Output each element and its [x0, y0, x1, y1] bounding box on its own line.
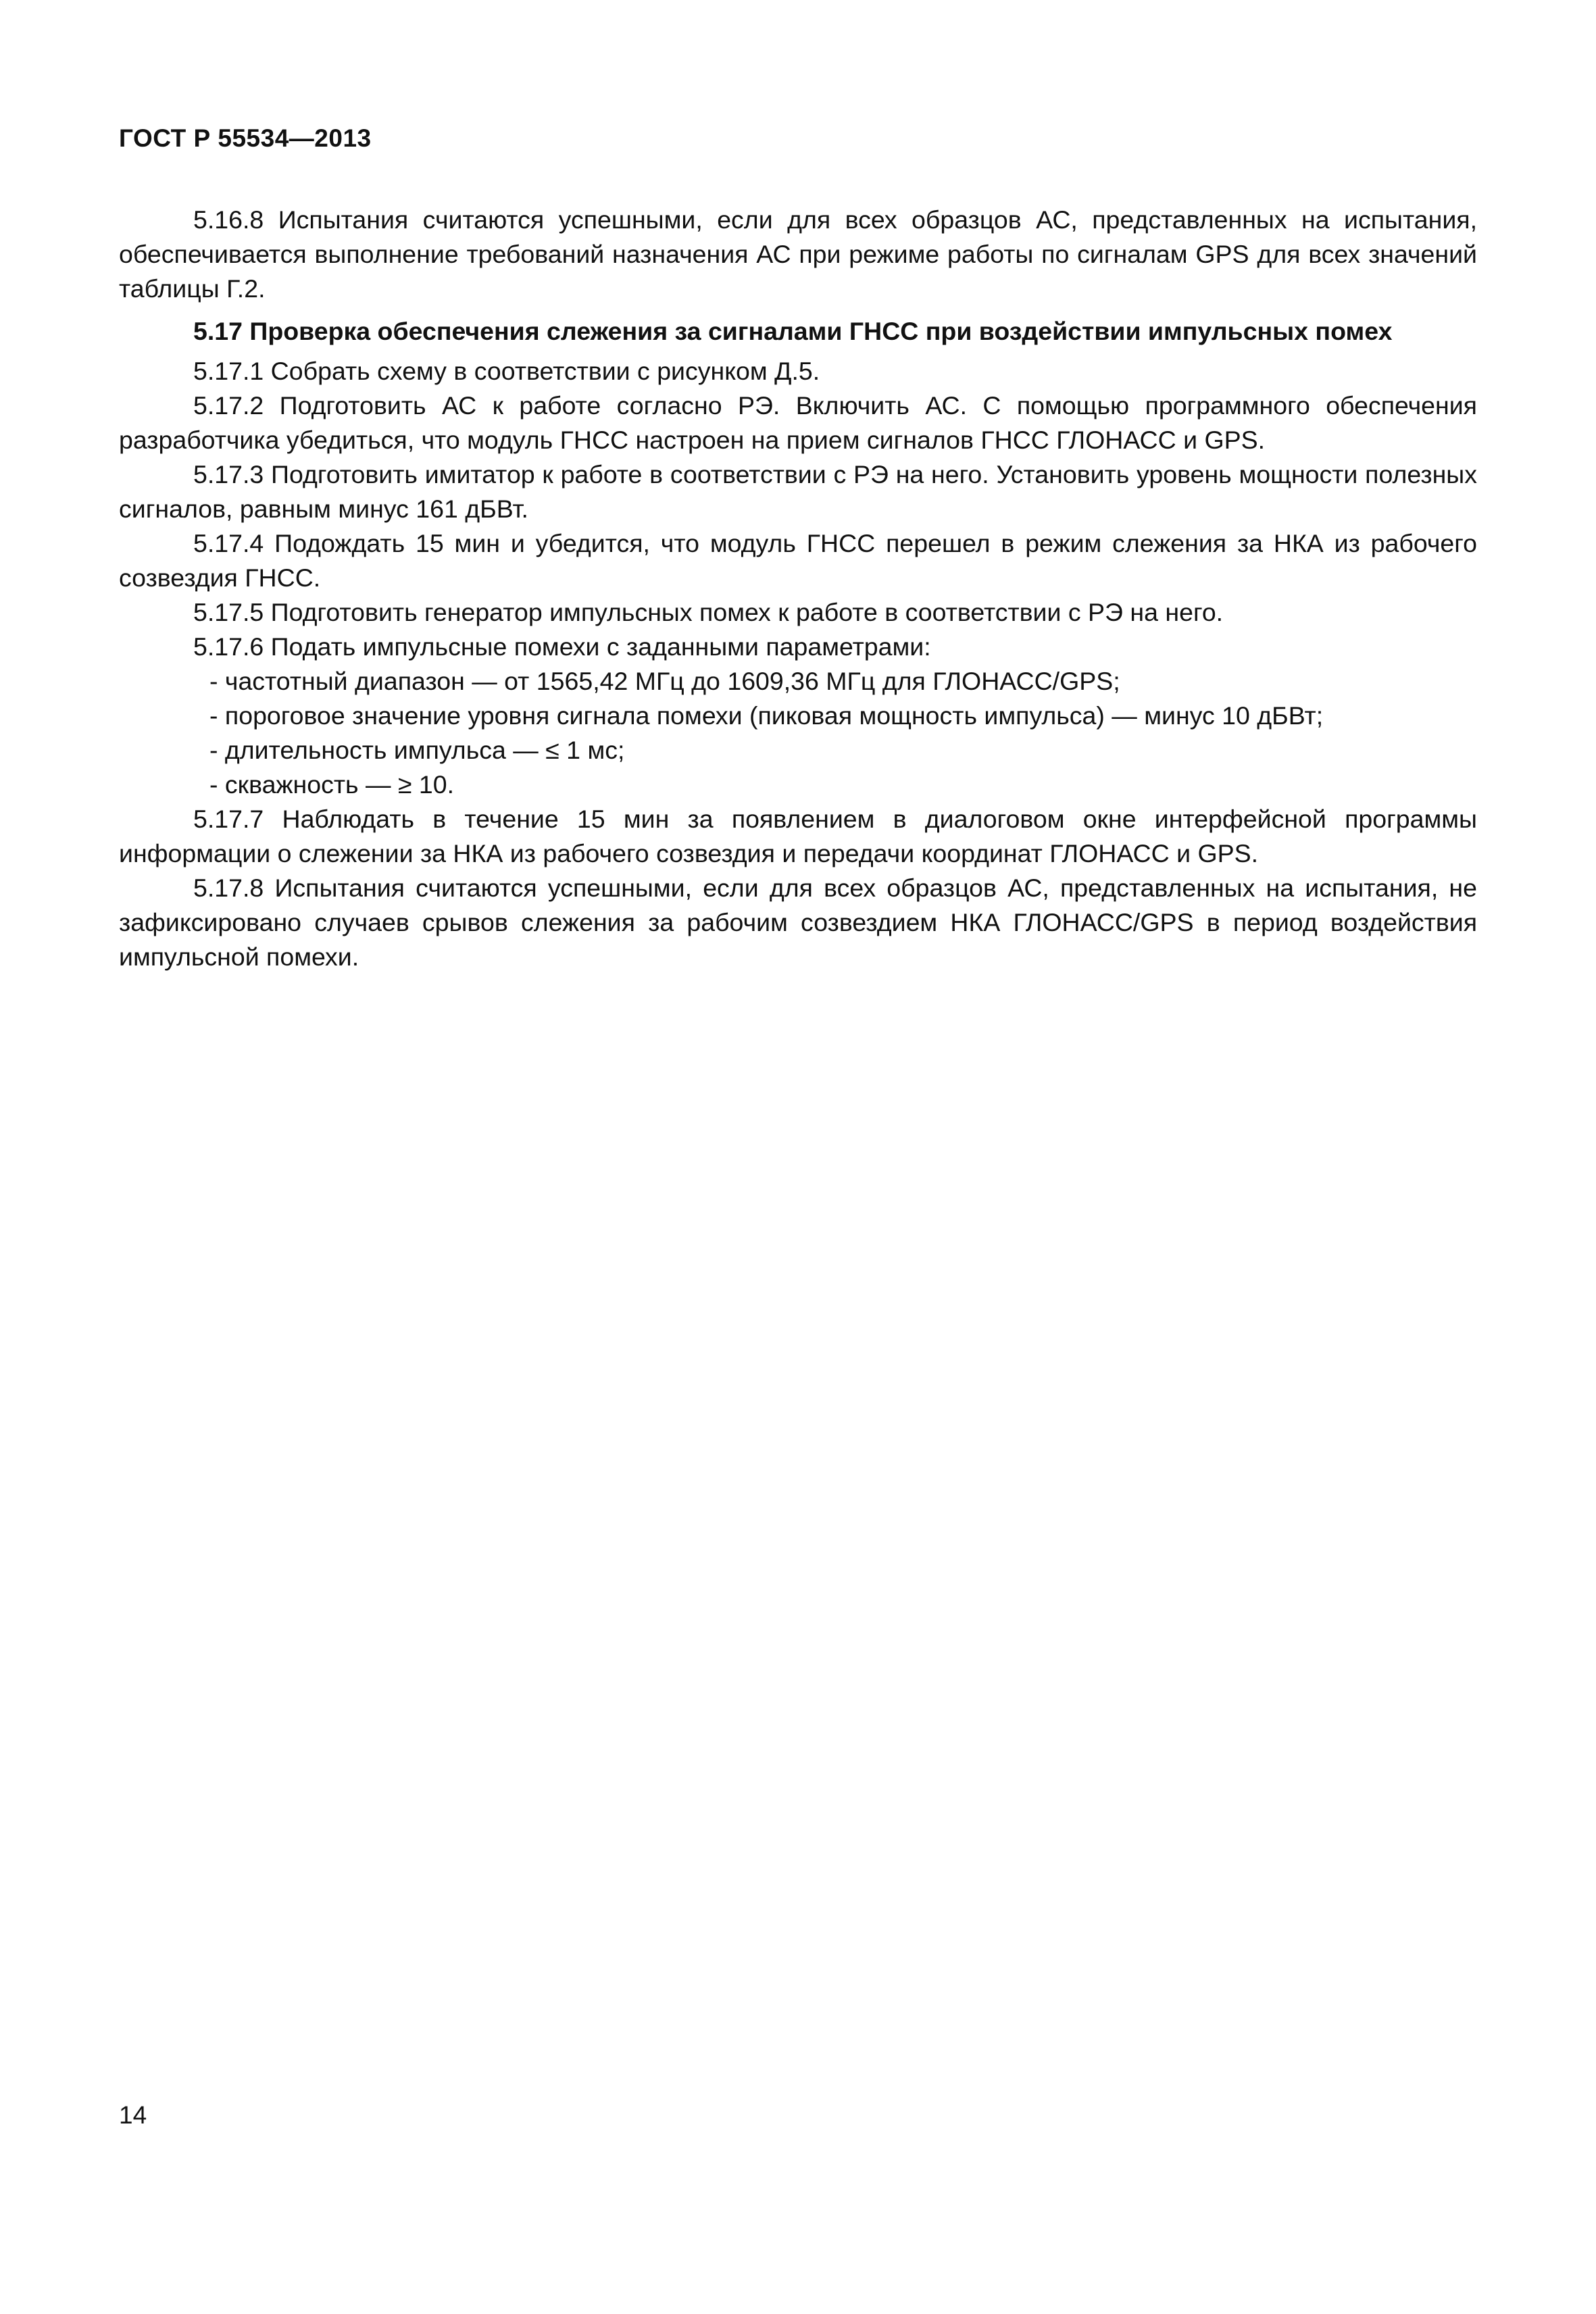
list-item-frequency-range: - частотный диапазон — от 1565,42 МГц до 1609,36 МГц для ГЛОНАСС/GPS; — [209, 667, 1120, 695]
section-heading-5-17: 5.17 Проверка обеспечения слежения за сигналами ГНСС при воздействии импульсных помех — [193, 317, 1393, 345]
paragraph-5-17-2: 5.17.2 Подготовить АС к работе согласно РЭ. Включить АС. С помощью программного обеспечения разработчика убедиться, что модуль ГНСС настроен на прием сигналов ГНСС ГЛОНАСС и GPS. — [119, 391, 1477, 454]
document-id: ГОСТ Р 55534—2013 — [119, 124, 372, 152]
list-item-pulse-duration: - длительность импульса — ≤ 1 мс; — [209, 736, 625, 764]
paragraph-5-17-7: 5.17.7 Наблюдать в течение 15 мин за появлением в диалоговом окне интерфейсной программы информации о слежении за НКА из рабочего созвездия и передачи координат ГЛОНАСС и GPS. — [119, 805, 1477, 867]
page-number: 14 — [119, 2101, 147, 2129]
list-item-duty-ratio: - скважность — ≥ 10. — [209, 770, 454, 799]
paragraph-5-17-4: 5.17.4 Подождать 15 мин и убедится, что модуль ГНСС перешел в режим слежения за НКА из рабочего созвездия ГНСС. — [119, 529, 1477, 592]
paragraph-5-17-3: 5.17.3 Подготовить имитатор к работе в соответствии с РЭ на него. Установить уровень мощности полезных сигналов, равным минус 161 дБВт. — [119, 460, 1477, 523]
paragraph-5-17-6: 5.17.6 Подать импульсные помехи с заданными параметрами: — [193, 632, 931, 661]
list-item-threshold-level: - пороговое значение уровня сигнала помехи (пиковая мощность импульса) — минус 10 дБВт; — [209, 701, 1324, 730]
paragraph-5-16-8: 5.16.8 Испытания считаются успешными, если для всех образцов АС, представленных на испытания, обеспечивается выполнение требований назначения АС при режиме работы по сигналам GPS для всех значений таблицы Г.2. — [119, 205, 1477, 303]
paragraph-5-17-1: 5.17.1 Собрать схему в соответствии с рисунком Д.5. — [193, 357, 820, 385]
paragraph-5-17-8: 5.17.8 Испытания считаются успешными, если для всех образцов АС, представленных на испытания, не зафиксировано случаев срывов слежения за рабочим созвездием НКА ГЛОНАСС/GPS в период воздействия импульсной помехи. — [119, 874, 1477, 971]
document-body — [119, 203, 1477, 974]
paragraph-5-17-5: 5.17.5 Подготовить генератор импульсных помех к работе в соответствии с РЭ на него. — [193, 598, 1224, 626]
